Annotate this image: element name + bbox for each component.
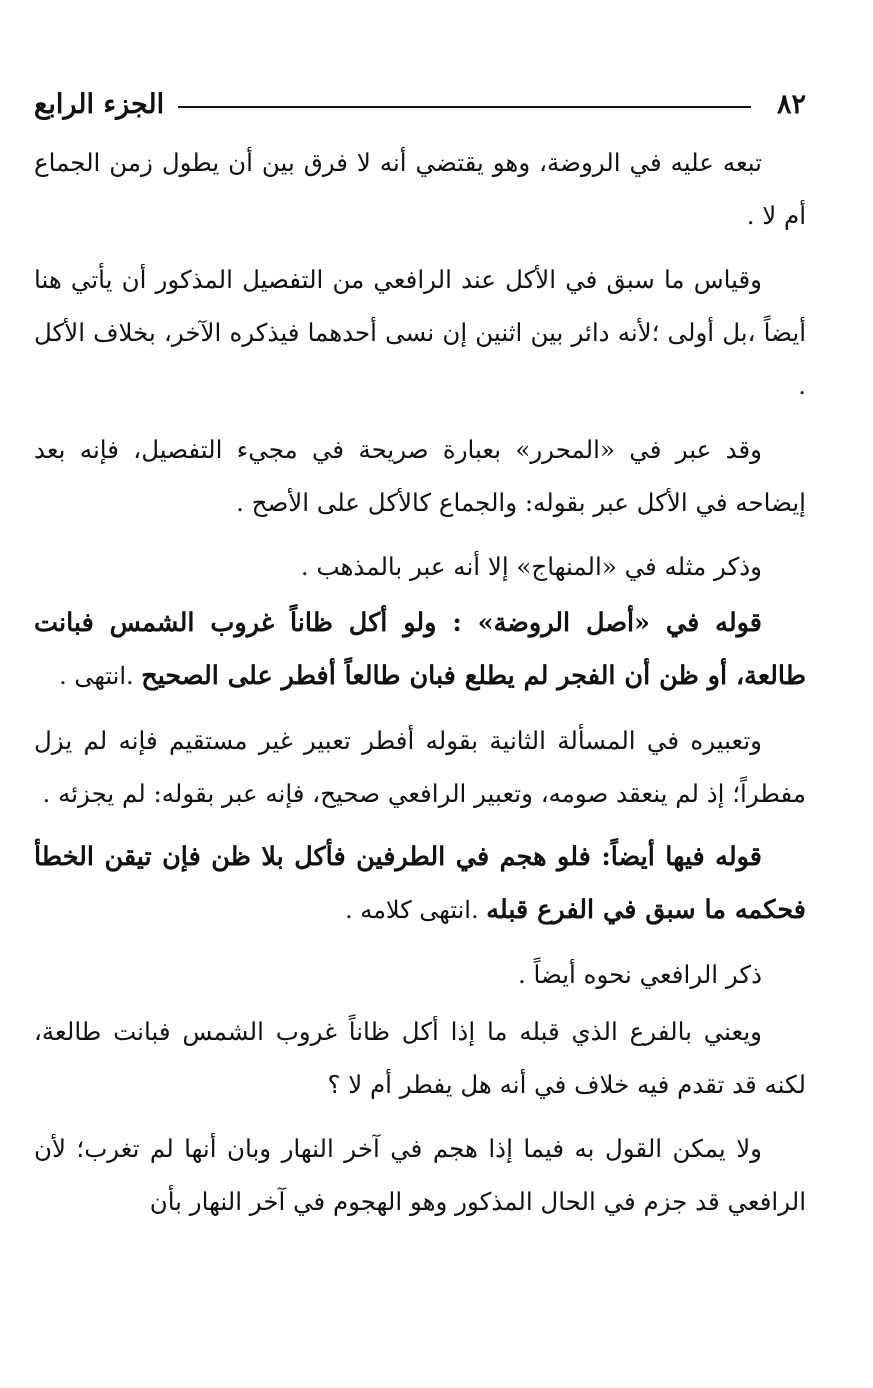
paragraph: ويعني بالفرع الذي قبله ما إذا أكل ظاناً غروب الشمس فبانت طالعة، لكنه قد تقدم فيه خلاف في أنه هل يفطر أم لا ؟: [34, 1017, 806, 1099]
running-title: الجزء الرابع: [34, 88, 165, 120]
quoted-paragraph: [34, 597, 806, 703]
page-number: ٨٢: [776, 88, 806, 120]
quoted-paragraph: [34, 831, 806, 937]
paragraph: وذكر مثله في «المنهاج» إلا أنه عبر بالمذهب .: [300, 552, 762, 581]
body-text: [34, 136, 806, 1239]
running-header: [34, 82, 806, 126]
quoted-text: قوله فيها أيضاً: فلو هجم في الطرفين فأكل بلا ظن فإن تيقن الخطأ فحكمه ما سبق في الفرع قبله: [34, 842, 806, 925]
paragraph: تبعه عليه في الروضة، وهو يقتضي أنه لا فرق بين أن يطول زمن الجماع أم لا .: [34, 148, 806, 230]
quoted-text: قوله في «أصل الروضة» : ولو أكل ظاناً غروب الشمس فبانت طالعة، أو ظن أن الفجر لم يطلع فبان طالعاً أفطر على الصحيح: [34, 608, 806, 691]
quote-end-note: .انتهى .: [59, 662, 142, 690]
paragraph: وقياس ما سبق في الأكل عند الرافعي من التفصيل المذكور أن يأتي هنا أيضاً ،بل أولى ؛لأنه دائر بين اثنين إن نسى أحدهما فيذكره الآخر، بخلاف الأكل .: [34, 265, 806, 400]
paragraph: ذكر الرافعي نحوه أيضاً .: [517, 960, 762, 989]
paragraph: ولا يمكن القول به فيما إذا هجم في آخر النهار وبان أنها لم تغرب؛ لأن الرافعي قد جزم في الحال المذكور وهو الهجوم في آخر النهار بأن: [34, 1134, 806, 1216]
paragraph: وتعبيره في المسألة الثانية بقوله أفطر تعبير غير مستقيم فإنه لم يزل مفطراً؛ إذ لم ينعقد صومه، وتعبير الرافعي صحيح، فإنه عبر بقوله: لم يجزئه .: [34, 726, 806, 808]
paragraph: وقد عبر في «المحرر» بعبارة صريحة في مجيء التفصيل، فإنه بعد إيضاحه في الأكل عبر بقوله: والجماع كالأكل على الأصح .: [34, 435, 806, 517]
header-rule: [178, 106, 751, 108]
quote-end-note: .انتهى كلامه .: [344, 896, 487, 924]
